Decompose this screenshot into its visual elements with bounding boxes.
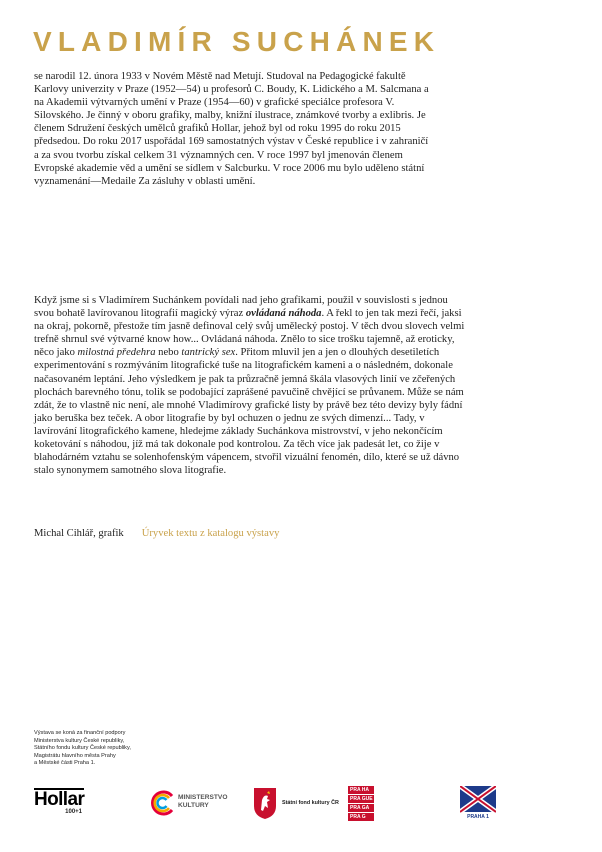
prague-1-logo (460, 786, 500, 822)
support-note (34, 730, 234, 768)
credit-source: Úryvek textu z katalogu výstavy (141, 528, 280, 539)
prague-logo-cell: PRA G (348, 813, 374, 821)
sponsor-logos (0, 786, 602, 826)
flag-icon (460, 786, 496, 814)
prague-1-label: PRAHA 1 (467, 814, 489, 820)
hollar-logo-sub: 100+1 (65, 809, 82, 815)
quote-emphasis: ovládaná náhoda (245, 308, 322, 320)
hollar-logo (34, 788, 90, 818)
biography-paragraph: se narodil 12. února 1933 v Novém Městě nad Metují. Studoval na Pedagogické fakultě Karlovy univerzity v Praze (1952—54) u profesorů C. Boudy, K. Lidického a M. Salcmana a na Akademii výtvarných umění v Praze (1954—60) v grafické speciálce profesora V. Silovského. Je činný v oboru grafiky, malby, knižní ilustrace, známkové tvorby a exlibris. Je členem Sdružení českých umělců grafiků Hollar, jehož byl od roku 1995 do roku 2015 předsedou. Do roku 2017 uspořádal 169 samostatných výstav v České republice i v zahraničí a za svou tvorbu získal celkem 31 významných cen. V roce 1997 byl jmenován členem Evropské akademie věd a umění se sídlem v Salcburku. V roce 2006 mu bylo uděleno státní vyznamenání—Medaile Za zásluhy v oblasti umění. (34, 71, 429, 187)
ministry-logo-text (178, 794, 227, 810)
support-line: a Městské části Praha 1. (34, 760, 96, 767)
prague-logo-grid (348, 786, 374, 822)
quote-text: nebo (155, 347, 182, 359)
prague-logo-cell: PRA HA (348, 786, 374, 794)
quote-credit (34, 528, 279, 539)
quote-paragraph (34, 294, 466, 477)
quote-italic: milostná předehra (77, 347, 156, 359)
page-title: VLADIMÍR SUCHÁNEK (33, 26, 441, 57)
quote-text: . Přitom mluvil jen a jen o dlouhých desetiletích experimentování s rozmýváním litografické tuše na litografickém kameni a o následném, dokonale načasovaném leptání. Jeho výsledkem je pak ta průzračně jemná škála vlasových linií ve zčeřených plochách barevného tónu, tolik se podobající zaprášené pavučině chvějící se průvanem. Může se nám zdát, že to vlastně nic není, ale mnohé Vladimírovy grafické listy by právě bez této devizy byly fádní jako beruška bez teček. A obor litografie by byl ochuzen o jednu ze svých dimenzí... Tady, v lavírování litografického kamene, hledejme základy Suchánkova mistrovství, v jeho nekončícím koketování s náhodou, jíž má tak dokonale pod kontrolou. Za těch více jak padesát let, co žije v blahodárném vztahu se solenhofenským vápencem, stvořil vizuální fenomén, dílo, které se už dávno stalo synonymem samotného slova litografie. (34, 347, 464, 477)
ministry-logo-line: KULTURY (178, 802, 209, 809)
prague-logo-cell: PRA GUE (350, 796, 373, 802)
lion-shield-icon (252, 786, 278, 820)
credit-author: Michal Cihlář, grafik (34, 528, 124, 539)
quote-text: . A řekl to jen tak mezi řečí, jaksi na okraj, pokorně, přestože tím jasně definoval celý svůj umělecký postoj. V těch dvou slovech velmi trefně shrnul své výtvarné know how... Ovládaná náhoda. Znělo to sice trošku tajemně, až eroticky, něco jako (34, 308, 465, 359)
quote-italic: tantrický sex (181, 347, 236, 359)
quote-text: Když jsme si s Vladimírem Suchánkem povídali nad jeho grafikami, použil v souvislosti s jednou svou bohatě lavírovanou litografií magický výraz (34, 295, 448, 320)
support-line: Magistrátu hlavního města Prahy (34, 752, 116, 759)
prague-logo-cell: PRA GA (348, 804, 374, 812)
hollar-logo-word: Hollar (34, 789, 85, 810)
state-culture-fund-text: Státní fond kultury ČR (282, 800, 339, 806)
state-culture-fund-logo (252, 786, 342, 822)
ministry-logo-line: MINISTERSTVO (178, 794, 228, 801)
support-line: Ministerstva kultury České republiky, (34, 737, 125, 744)
ministry-emblem-icon (150, 790, 176, 816)
support-line: Státního fondu kultury České republiky, (34, 745, 131, 752)
prague-logo (348, 786, 432, 822)
support-line: Výstava se koná za finanční podpory (34, 730, 126, 736)
ministry-of-culture-logo (150, 788, 240, 820)
